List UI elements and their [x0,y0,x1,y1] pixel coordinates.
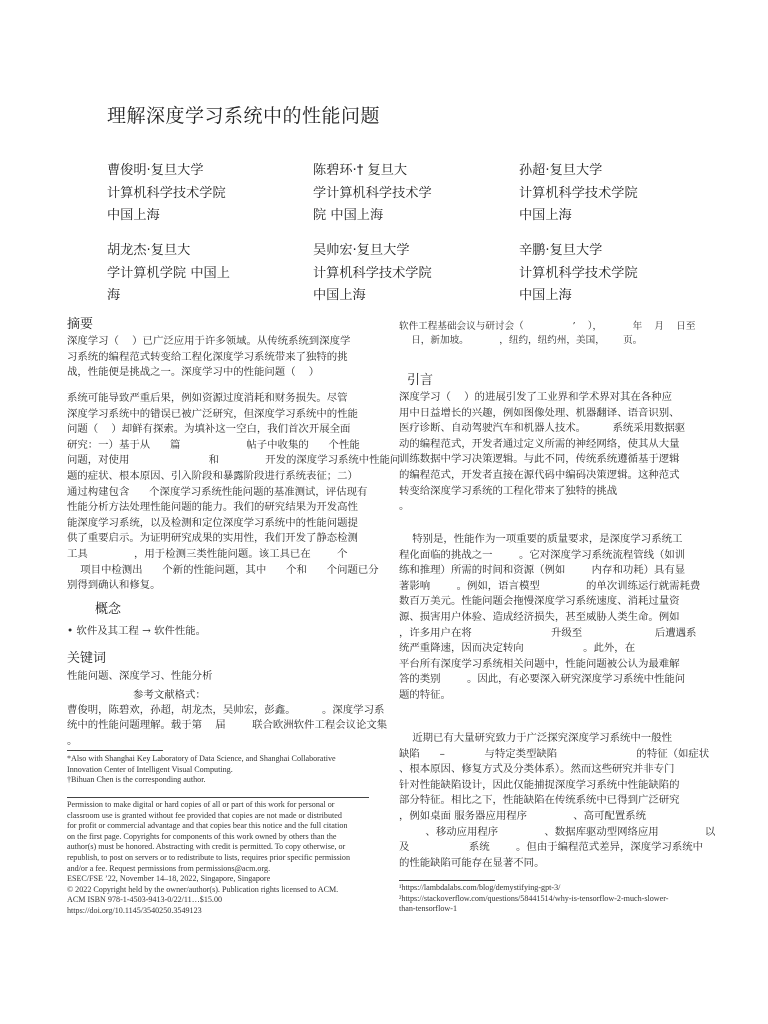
text-line: 计算机科学技术学院 [107,185,226,201]
keywords-heading: 关键词 [67,651,107,666]
text-line: 通过构建包含 个深度学习系统性能问题的基准测试，评估现有 [67,485,368,498]
text-line: 院 中国上海 [313,208,384,223]
text-line: 用中日益增长的兴趣，例如图像处理、机器翻译、语音识别、 [399,406,680,419]
text-line: 孙超·复旦大学 [519,163,603,178]
text-line: ²https://stackoverflow.com/questions/58441514/why-is-tensorflow-2-much-slower- [399,893,669,903]
text-line: 战，性能便是挑战之一。深度学习中的性能问题（ ） [67,366,320,379]
text-line: 供了重要启示。为证明研究成果的实用性，我们开发了静态检测 [67,532,358,545]
text-line: 曹俊明·复旦大学 [107,163,204,178]
text-line: *Also with Shanghai Key Laboratory of Data Science, and Shanghai Collaborative [67,754,336,763]
text-line: ¹https://lambdalabs.com/blog/demystifying-gpt-3/ [399,883,561,892]
text-line: 中国上海 [107,208,160,223]
text-line: 问题，对使用 和 开发的深度学习系统中性能问 [67,454,401,467]
text-line: 、根本原因、修复方式及分类体系）。然而这些研究并非专门 [399,763,675,776]
footnote-divider [67,750,163,751]
text-line: 吴帅宏·复旦大学 [313,243,410,258]
permission-block [67,800,387,917]
text-line: 缺陷 – 与特定类型缺陷 的特征（如症状 [399,747,710,760]
text-line: 软件工程基础会议与研讨会（ ’ ）， 年 月 日至 [399,321,696,332]
text-line: 转变给深度学习系统的工程化带来了独特的挑战 [399,484,618,497]
author-block [313,240,453,308]
text-line: 胡龙杰·复旦大 [107,243,191,258]
text-line: 项目中检测出 个新的性能问题，其中 个和 个问题已分 [67,563,379,576]
abstract-paragraph-1 [67,334,387,381]
introduction-heading: 引言 [407,373,434,388]
text-line: 学计算机科学技术学 [313,185,432,201]
text-line: 中国上海 [519,288,572,303]
text-line: ESEC/FSE ’22, November 14–18, 2022, Singapore, Singapore [67,874,271,884]
text-line: 中国上海 [313,288,366,303]
text-line: © 2022 Copyright held by the owner/author(s). Publication rights licensed to ACM. [67,884,339,894]
abstract-paragraph-2 [67,391,401,594]
text-line: 数百万美元。性能问题会拖慢深度学习系统速度、消耗过量资 [399,595,680,608]
text-line: 深度学习系统中的错误已被广泛研究，但深度学习系统中的性能 [67,407,358,420]
affiliation-notes [67,754,387,786]
text-line: 计算机科学技术学院 [519,185,638,201]
text-line: 中国上海 [519,208,572,223]
text-line: and/or a fee. Request permissions from permissions@acm.org. [67,863,271,873]
keywords-text: 性能问题、深度学习、性能分析 [67,670,213,682]
text-line: 源、损害用户体验、造成经济损失，甚至威胁人类生命。例如 [399,610,680,623]
text-line: on the first page. Copyrights for components of this work owned by others than the [67,831,337,841]
text-line: 特别是，性能作为一项重要的质量要求，是深度学习系统工 [399,533,683,545]
author-block [313,160,453,228]
intro-paragraph-1 [399,390,709,515]
text-line: 学计算机学院 中国上 [107,265,230,281]
text-line: 问题（ ）却鲜有探索。为填补这一空白，我们首次开展全面 [67,423,351,436]
text-line: 近期已有大量研究致力于广泛探究深度学习系统中一般性 [399,732,672,744]
text-line: 深度学习（ ）已广泛应用于许多领域。从传统系统到深度学 [67,335,351,347]
intro-paragraph-2 [399,532,709,704]
text-line: 系统可能导致严重后果，例如资源过度消耗和财务损失。尽管 [67,392,348,404]
text-line: 针对性能缺陷设计，因此仅能捕捉深度学习系统中性能缺陷的 [399,778,680,791]
text-line: 别得到确认和修复。 [67,579,161,592]
reference-format [67,688,387,749]
text-line: 题的症状、根本原因、引入阶段和暴露阶段进行系统表征；二） [67,469,358,482]
text-line: 部分特征。相比之下，性能缺陷在传统系统中已得到广泛研究 [399,794,680,807]
concepts-heading: 概念 [95,602,122,617]
text-line: 陈碧环·† 复旦大 [313,163,408,178]
abstract-heading: 摘要 [67,317,94,332]
text-line: 研究：一）基于从 篇 帖子中收集的 个性能 [67,438,360,451]
text-line: Innovation Center of Intelligent Visual Computing. [67,764,233,774]
text-line: https://doi.org/10.1145/3540250.3549123 [67,905,202,915]
url-footnotes [399,883,719,915]
text-line: 练和推理）所需的时间和资源（例如 内存和功耗）具有显 [399,564,686,577]
author-block [107,240,247,308]
text-line: 统严重降速，因而决定转向 。此外，在 [399,642,636,655]
text-line: author(s) must be honored. Abstracting with credit is permitted. To copy otherwise, or [67,842,346,852]
text-line: 平台所有深度学习系统相关问题中，性能问题被公认为最难解 [399,657,680,670]
text-line: ，许多用户在将 升级至 后遭遇系 [399,626,697,639]
text-line: 及 系统 。但由于编程范式差异，深度学习系统中 [399,841,704,854]
intro-paragraph-3 [399,731,716,871]
text-line: Permission to make digital or hard copies of all or part of this work for personal or [67,800,335,809]
text-line: ACM ISBN 978-1-4503-9413-0/22/11…$15.00 [67,895,223,905]
text-line: 辛鹏·复旦大学 [519,243,603,258]
text-line: 计算机科学技术学院 [313,265,432,281]
text-line: 程化面临的挑战之一 。它对深度学习系统流程管线（如训 [399,548,686,561]
text-line: 性能分析方法处理性能问题的能力。我们的研究结果为开发高性 [67,501,358,514]
text-line: republish, to post on servers or to redistribute to lists, requires prior specific permission [67,852,351,862]
text-line: 能深度学习系统，以及检测和定位深度学习系统中的性能问题提 [67,516,358,529]
text-line: 日，新加坡。 ，纽约，纽约州，美国， 页。 [399,334,643,346]
text-line: 、移动应用程序 、数据库驱动型网络应用 以 [399,825,716,838]
author-block [519,240,659,308]
text-line: ，例如桌面 服务器应用程序 、高可配置系统 [399,809,646,822]
text-line: 答的类别 。因此，有必要深入研究深度学习系统中性能问 [399,673,686,686]
text-line: 深度学习（ ）的进展引发了工业界和学术界对其在各种应 [399,391,672,403]
text-line: 著影响 。例如，语言模型 的单次训练运行就需耗费 [399,579,701,592]
conference-info [399,320,709,348]
text-line: 题的特征。 [399,688,451,701]
text-line: 。 [399,500,410,513]
text-line: 动的编程范式，开发者通过定义所需的神经网络，使其从大量 [399,437,680,450]
concepts-item: • 软件及其工程 → 软件性能。 [67,625,207,637]
text-line: 习系统的编程范式转变给工程化深度学习系统带来了独特的挑 [67,350,348,363]
text-line: †Bihuan Chen is the corresponding author. [67,775,206,785]
text-line: 曹俊明，陈碧欢，孙超，胡龙杰，吴帅宏，彭鑫。 。深度学习系 [67,704,385,717]
text-line: 的性能缺陷可能存在显著不同。 [399,856,545,869]
text-line: for profit or commercial advantage and that copies bear this notice and the full citation [67,821,348,831]
paper-title: 理解深度学习系统中的性能问题 [107,105,381,127]
permission-divider [67,797,369,798]
footnote-divider-right [399,880,495,881]
text-line: 参考文献格式： [67,689,206,701]
text-line: 计算机科学技术学院 [519,265,638,281]
text-line: 。 [67,734,78,747]
author-block [107,160,247,228]
text-line: classroom use is granted without fee provided that copies are not made or distributed [67,810,342,820]
text-line: 工具 ，用于检测三类性能问题。该工具已在 个 [67,547,348,560]
text-line: than-tensorflow-1 [399,904,457,914]
text-line: 的编程范式，开发者直接在源代码中编码决策逻辑。这种范式 [399,468,680,481]
text-line: 统中的性能问题理解。载于第 届 联合欧洲软件工程会议论文集 [67,719,388,732]
text-line: 训练数据中学习决策逻辑。与此不同，传统系统遵循基于逻辑 [399,453,680,466]
text-line: 海 [107,288,121,303]
text-line: 医疗诊断、自动驾驶汽车和机器人技术。 系统采用数据驱 [399,422,686,435]
author-block [519,160,659,228]
